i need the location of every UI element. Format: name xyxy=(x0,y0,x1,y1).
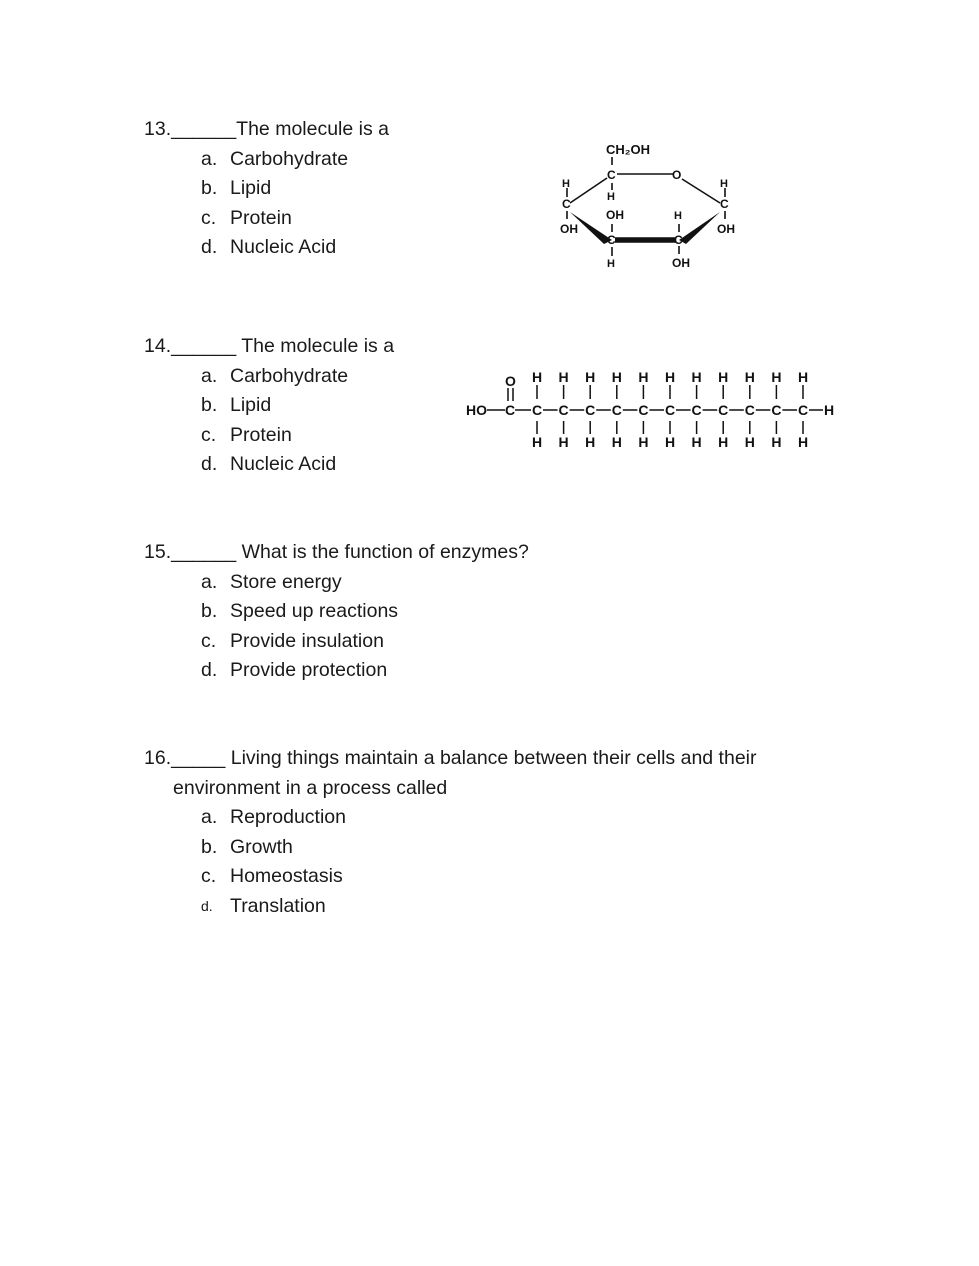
chain-carbon-label: C xyxy=(531,402,543,418)
option-d[interactable]: d. Nucleic Acid xyxy=(201,453,337,475)
ring-carbon-label: C xyxy=(674,233,683,247)
hydrogen-label: H xyxy=(664,434,676,450)
option-b[interactable]: b. Growth xyxy=(201,835,293,858)
hydrogen-label: H xyxy=(611,434,622,450)
hydrogen-label: H xyxy=(611,369,622,385)
hydrogen-label: H xyxy=(771,434,782,450)
ring-carbon-label: C xyxy=(607,233,616,247)
hydrogen-label: H xyxy=(607,191,615,203)
ring-carbon-label: C xyxy=(607,168,616,182)
question-14 xyxy=(144,332,394,480)
hydrogen-label: H xyxy=(638,369,649,385)
hydrogen-label: H xyxy=(585,434,596,450)
options-list xyxy=(144,803,757,921)
option-d[interactable]: d. Provide protection xyxy=(201,659,388,681)
glucose-structure-diagram xyxy=(555,140,755,276)
carbonyl-oxygen-label: O xyxy=(505,373,516,389)
option-c[interactable]: c. Protein xyxy=(201,206,292,229)
hydroxyl-label: OH xyxy=(717,222,735,236)
question-15 xyxy=(144,538,529,686)
option-c[interactable]: c. Provide insulation xyxy=(201,629,384,652)
hydroxyl-label: HO xyxy=(466,402,487,418)
hydrogen-label: H xyxy=(531,369,543,385)
chain-carbon-label: C xyxy=(558,402,569,418)
question-stem: 13.______The molecule is a xyxy=(144,118,389,140)
option-a[interactable]: a. Carbohydrate xyxy=(201,147,349,170)
hydrogen-label: H xyxy=(771,369,782,385)
options-list xyxy=(144,568,529,686)
question-stem-continuation: environment in a process called xyxy=(173,776,448,799)
hydrogen-label: H xyxy=(664,369,676,385)
option-d[interactable]: d. Nucleic Acid xyxy=(201,236,337,258)
hydrogen-label: H xyxy=(531,434,543,450)
ring-carbon-label: C xyxy=(562,197,571,211)
hydrogen-label: H xyxy=(797,434,809,450)
options-list xyxy=(144,145,389,263)
hydrogen-label: H xyxy=(607,258,615,270)
hydrogen-label: H xyxy=(585,369,596,385)
ch2oh-label: CH₂OH xyxy=(606,142,651,157)
ring-oxygen-label: O xyxy=(672,168,682,182)
carbonyl-carbon-label: C xyxy=(505,402,516,418)
chain-carbon-label: C xyxy=(611,402,622,418)
option-b[interactable]: b. Speed up reactions xyxy=(201,600,399,622)
chain-carbon-label: C xyxy=(691,402,702,418)
hydrogen-label: H xyxy=(691,369,702,385)
hydrogen-label: H xyxy=(718,434,729,450)
hydrogen-label: H xyxy=(797,369,809,385)
chain-carbon-label: C xyxy=(771,402,782,418)
terminal-hydrogen-label: H xyxy=(823,402,835,418)
hydrogen-label: H xyxy=(562,178,570,190)
question-13 xyxy=(144,115,389,263)
chain-carbon-label: C xyxy=(585,402,596,418)
hydrogen-label: H xyxy=(744,369,755,385)
hydrogen-label: H xyxy=(558,369,569,385)
hydrogen-label: H xyxy=(674,210,682,222)
option-c[interactable]: c. Homeostasis xyxy=(201,865,343,887)
question-stem: 15.______ What is the function of enzymes? xyxy=(144,541,529,563)
option-b[interactable]: b. Lipid xyxy=(201,177,272,199)
question-stem: 14.______ The molecule is a xyxy=(144,335,395,357)
option-a[interactable]: a. Carbohydrate xyxy=(201,364,349,387)
option-d[interactable]: d. Translation xyxy=(201,894,326,917)
hydrogen-label: H xyxy=(638,434,649,450)
ring-carbon-label: C xyxy=(720,197,729,211)
option-a[interactable]: a. Reproduction xyxy=(201,806,346,828)
option-a[interactable]: a. Store energy xyxy=(201,570,342,593)
hydrogen-label: H xyxy=(691,434,702,450)
option-c[interactable]: c. Protein xyxy=(201,423,292,446)
hydroxyl-label: OH xyxy=(606,208,624,222)
hydroxyl-label: OH xyxy=(672,256,690,270)
hydroxyl-label: OH xyxy=(560,222,578,236)
chain-carbon-label: C xyxy=(664,402,676,418)
chain-carbon-label: C xyxy=(797,402,809,418)
hydrogen-label: H xyxy=(558,434,569,450)
question-16 xyxy=(144,744,757,921)
hydrogen-label: H xyxy=(718,369,729,385)
options-list xyxy=(144,362,394,480)
fatty-acid-structure-diagram xyxy=(462,368,837,453)
chain-carbon-label: C xyxy=(744,402,755,418)
chain-carbon-label: C xyxy=(638,402,649,418)
chain-carbon-label: C xyxy=(718,402,729,418)
question-stem: 16._____ Living things maintain a balance between their cells and their xyxy=(144,747,757,769)
hydrogen-label: H xyxy=(744,434,755,450)
hydrogen-label: H xyxy=(720,178,728,190)
option-b[interactable]: b. Lipid xyxy=(201,394,272,416)
